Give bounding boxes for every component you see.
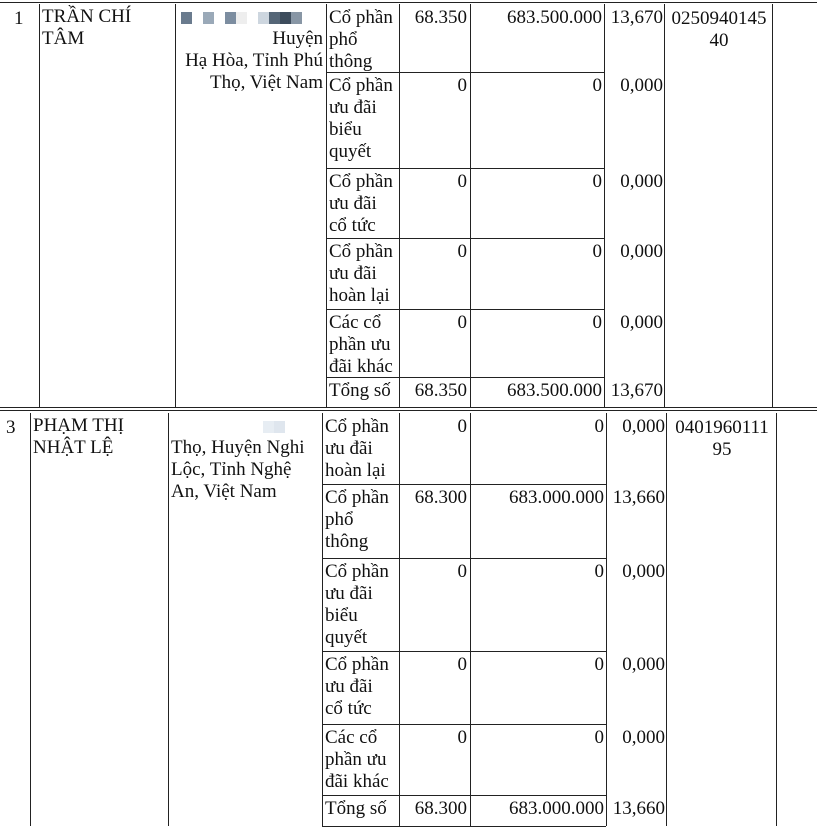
table-border bbox=[322, 413, 323, 826]
share-quantity: 0 bbox=[457, 727, 467, 748]
table-border bbox=[399, 413, 400, 826]
table-border bbox=[470, 413, 471, 826]
row-divider bbox=[322, 558, 606, 559]
table-border bbox=[776, 413, 777, 826]
table-border bbox=[604, 4, 605, 407]
share-type: Cổ phần phổ thông bbox=[329, 7, 393, 72]
table-border bbox=[772, 4, 773, 407]
share-quantity: 0 bbox=[457, 416, 467, 437]
share-quantity: 0 bbox=[457, 241, 467, 262]
share-value: 0 bbox=[592, 312, 602, 333]
row-divider bbox=[322, 651, 606, 652]
share-ratio: 0,000 bbox=[620, 171, 663, 192]
share-type: Cổ phần ưu đãi hoàn lại bbox=[325, 416, 389, 481]
share-quantity: 0 bbox=[457, 312, 467, 333]
table-border bbox=[666, 413, 667, 826]
table-border bbox=[399, 4, 400, 407]
row-divider bbox=[322, 484, 606, 485]
share-value: 0 bbox=[594, 654, 604, 675]
row-divider bbox=[326, 168, 604, 169]
redacted-text bbox=[175, 421, 296, 433]
share-value: 683.500.000 bbox=[507, 380, 602, 401]
id-number: 0401960111 95 bbox=[675, 417, 769, 460]
share-type: Cổ phần ưu đãi cổ tức bbox=[329, 171, 393, 236]
share-value: 0 bbox=[592, 241, 602, 262]
share-quantity: 0 bbox=[457, 654, 467, 675]
share-type: Cổ phần ưu đãi biểu quyết bbox=[325, 561, 389, 648]
table-border bbox=[168, 413, 169, 826]
table-border bbox=[606, 413, 607, 826]
share-type: Cổ phần ưu đãi hoàn lại bbox=[329, 241, 393, 306]
share-ratio: 0,000 bbox=[622, 727, 665, 748]
share-value: 683.000.000 bbox=[509, 487, 604, 508]
share-ratio: 0,000 bbox=[620, 312, 663, 333]
shareholder-address: Thọ, Huyện Nghi Lộc, Tỉnh Nghệ An, Việt Nam bbox=[171, 437, 305, 502]
share-quantity: 68.300 bbox=[414, 487, 467, 508]
row-divider bbox=[326, 309, 604, 310]
shareholder-address: Huyện Hạ Hòa, Tỉnh Phú Thọ, Việt Nam bbox=[185, 28, 323, 93]
row-number: 3 bbox=[6, 417, 16, 438]
row-divider bbox=[326, 238, 604, 239]
table-border bbox=[39, 4, 40, 407]
share-type: Cổ phần phổ thông bbox=[325, 487, 389, 552]
share-quantity: 0 bbox=[457, 561, 467, 582]
share-type: Các cổ phần ưu đãi khác bbox=[325, 727, 389, 792]
share-ratio: 13,660 bbox=[612, 487, 665, 508]
share-ratio: 0,000 bbox=[620, 75, 663, 96]
table-border bbox=[326, 4, 327, 407]
redacted-text bbox=[181, 12, 302, 24]
id-number: 0250940145 40 bbox=[671, 8, 767, 51]
share-quantity: 68.300 bbox=[414, 798, 467, 819]
table-border bbox=[30, 413, 31, 826]
table-border bbox=[470, 4, 471, 407]
share-ratio: 0,000 bbox=[620, 241, 663, 262]
share-value: 683.500.000 bbox=[507, 7, 602, 28]
share-value: 0 bbox=[594, 416, 604, 437]
table-border bbox=[175, 4, 176, 407]
separator-rule bbox=[0, 410, 817, 411]
shareholder-name: PHẠM THỊ NHẬT LỆ bbox=[33, 415, 124, 458]
share-type: Cổ phần ưu đãi biểu quyết bbox=[329, 75, 393, 162]
table-border bbox=[664, 4, 665, 407]
share-ratio: 0,000 bbox=[622, 416, 665, 437]
share-quantity: 0 bbox=[457, 75, 467, 96]
share-type: Tổng số bbox=[329, 380, 391, 401]
share-ratio: 0,000 bbox=[622, 654, 665, 675]
share-value: 0 bbox=[594, 727, 604, 748]
share-value: 0 bbox=[594, 561, 604, 582]
row-number: 1 bbox=[14, 8, 24, 29]
share-value: 0 bbox=[592, 171, 602, 192]
row-divider bbox=[322, 795, 606, 796]
share-ratio: 13,670 bbox=[610, 7, 663, 28]
row-divider bbox=[322, 724, 606, 725]
share-value: 0 bbox=[592, 75, 602, 96]
top-rule bbox=[0, 2, 817, 3]
share-ratio: 13,660 bbox=[612, 798, 665, 819]
shareholder-name: TRẦN CHÍ TÂM bbox=[42, 6, 132, 49]
share-ratio: 13,670 bbox=[610, 380, 663, 401]
share-ratio: 0,000 bbox=[622, 561, 665, 582]
share-type: Tổng số bbox=[325, 798, 387, 819]
share-type: Các cổ phần ưu đãi khác bbox=[329, 312, 393, 377]
row-divider bbox=[326, 407, 604, 408]
share-quantity: 68.350 bbox=[414, 7, 467, 28]
share-quantity: 68.350 bbox=[414, 380, 467, 401]
share-value: 683.000.000 bbox=[509, 798, 604, 819]
share-type: Cổ phần ưu đãi cổ tức bbox=[325, 654, 389, 719]
share-quantity: 0 bbox=[457, 171, 467, 192]
